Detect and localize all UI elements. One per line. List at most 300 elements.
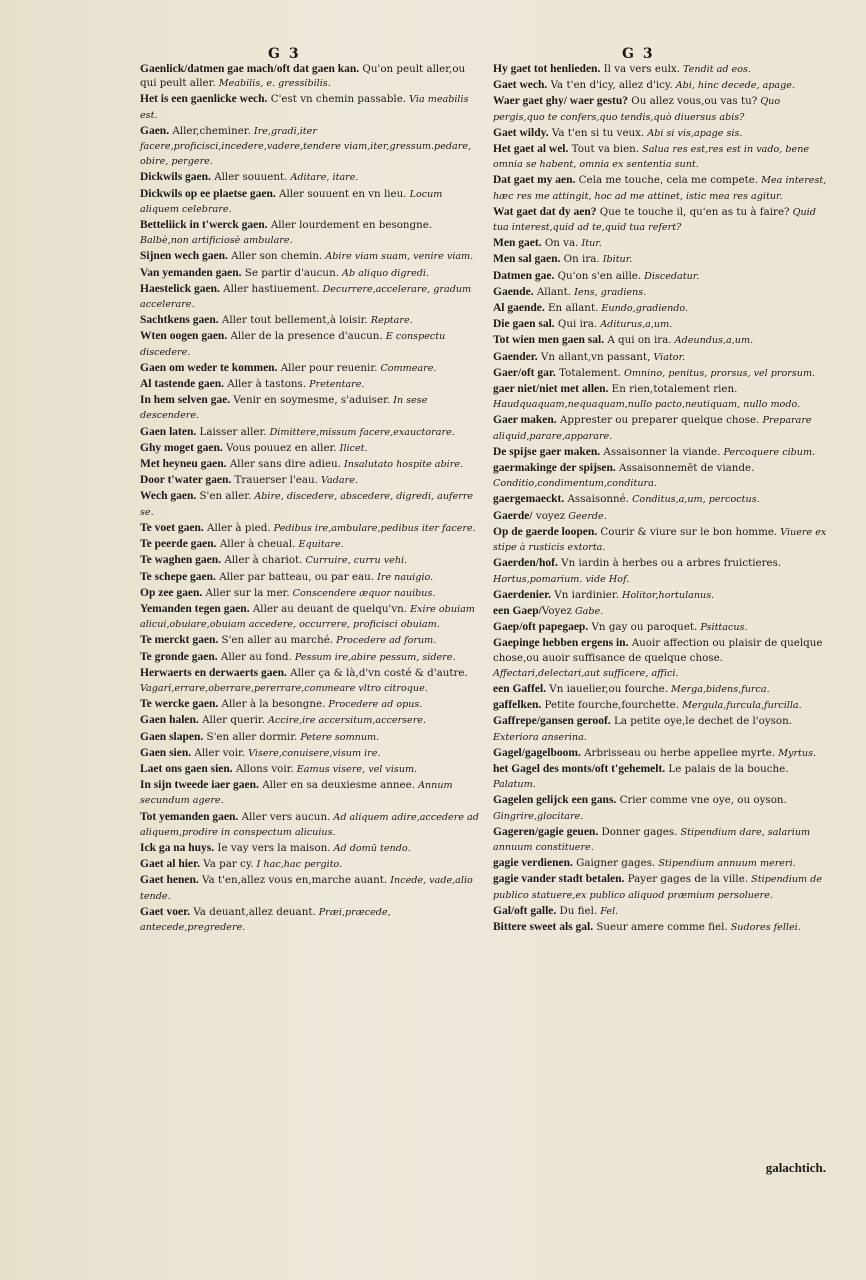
entry-french: Arbrisseau ou herbe appellee myrte.	[580, 746, 776, 759]
entry-headword: Gagelen gelijck een gans.	[493, 794, 617, 807]
entry-french: Aller lourdement en besongne.	[267, 219, 433, 232]
dictionary-entry	[140, 266, 484, 281]
entry-headword: In sijn tweede iaer gaen.	[140, 779, 259, 792]
catchword: galachtich.	[765, 1160, 826, 1175]
entry-latin: Petere somnum.	[297, 731, 380, 743]
entry-headword: gaergemaeckt.	[493, 493, 565, 506]
dictionary-entry	[493, 492, 827, 507]
entry-headword: Gaep/oft papegaep.	[493, 621, 589, 634]
entry-headword: Gaepinge hebben ergens in.	[493, 637, 629, 650]
entry-french: voyez	[532, 509, 566, 522]
entry-latin: Affectari,delectari,aut sufficere, affici.	[493, 667, 679, 679]
dictionary-entry	[140, 873, 484, 903]
entry-latin: Aditurus,a,um.	[597, 319, 673, 331]
dictionary-entry	[493, 604, 827, 619]
dictionary-entry	[140, 905, 484, 935]
entry-french: Vn iardinier.	[551, 588, 619, 601]
dictionary-entry	[140, 762, 484, 777]
dictionary-entry	[493, 301, 827, 316]
entry-latin: Aditare, itare.	[287, 172, 359, 184]
entry-french: Crier comme vne oye, ou oyson.	[616, 794, 787, 807]
entry-headword: Sijnen wech gaen.	[140, 250, 228, 263]
dictionary-entry	[140, 778, 484, 808]
entry-headword: Het is een gaenlicke wech.	[140, 93, 268, 106]
entry-french: Ou allez vous,ou vas tu?	[628, 95, 758, 108]
entry-french: Va t'en,allez vous en,marche auant.	[198, 874, 388, 887]
dictionary-entry	[140, 633, 484, 648]
entry-french: Se partir d'aucun.	[241, 266, 339, 279]
entry-french: Aller à la besongne.	[218, 698, 326, 711]
entry-french: Aller sur la mer.	[202, 586, 290, 599]
entry-latin: Exteriora anserina.	[493, 731, 587, 743]
entry-latin: In sese descendere.	[140, 395, 428, 422]
entry-french: Aller,cheminer.	[169, 124, 251, 137]
entry-headword: Al gaende.	[493, 302, 545, 315]
entry-french: Allons voir.	[232, 762, 294, 775]
entry-latin: Exire obuiam alicui,obuiare,obuiam accedere, occurrere, proficisci obuiam.	[140, 603, 475, 631]
entry-headword: Te peerde gaen.	[140, 538, 217, 551]
dictionary-entry	[140, 553, 484, 568]
dictionary-entry	[140, 282, 484, 312]
entry-headword: In hem selven gae.	[140, 394, 231, 407]
entry-french: La petite oye,le dechet de l'oyson.	[610, 715, 793, 728]
dictionary-entry	[140, 62, 484, 91]
entry-french: Vn iauelier,ou fourche.	[546, 682, 668, 695]
entry-headword: Dickwils gaen.	[140, 171, 211, 184]
dictionary-entry	[140, 857, 484, 872]
entry-french: Aller par batteau, ou par eau.	[215, 570, 375, 583]
dictionary-entry	[493, 78, 827, 93]
dictionary-entry	[493, 382, 827, 412]
entry-headword: Gaen om weder te kommen.	[140, 361, 278, 374]
entry-headword: Gaffrepe/gansen geroof.	[493, 715, 611, 728]
entry-latin: Viator.	[650, 351, 686, 363]
entry-headword: Te voet gaen.	[140, 521, 204, 534]
entry-headword: Tot yemanden gaen.	[140, 810, 239, 823]
entry-french: Du fiel.	[556, 904, 598, 917]
entry-latin: Procedere ad opus.	[325, 699, 423, 711]
dictionary-entry	[140, 666, 484, 696]
entry-french: Aller vers aucun.	[238, 810, 331, 823]
entry-latin: Quo pergis,quo te confers,quo tendis,quò diuersus abis?	[493, 96, 781, 123]
entry-headword: Gaenlick/datmen gae mach/oft dat gaen kan.	[140, 63, 360, 75]
dictionary-entry	[140, 124, 484, 170]
entry-headword: een Gaep/	[493, 604, 542, 617]
entry-latin: Ire,gradi,iter facere,proficisci,incedere,vadere,tendere viam,iter,gressum.pedare, obire, pergere.	[140, 125, 472, 168]
dictionary-entry	[493, 126, 827, 141]
dictionary-entry	[140, 361, 484, 376]
entry-latin: Abire, discedere, abscedere, digredi, auferre se.	[140, 491, 474, 518]
entry-headword: Waer gaet ghy/ waer gestu?	[493, 95, 629, 108]
entry-headword: Gaet al hier.	[140, 858, 200, 871]
entry-headword: Al tastende gaen.	[140, 378, 225, 391]
entry-headword: Gaerde/	[493, 509, 533, 522]
entry-latin: Præi,præcede, antecede,pregredere.	[140, 906, 391, 933]
dictionary-entry	[493, 62, 827, 77]
entry-headword: Dat gaet my aen.	[493, 174, 576, 187]
entry-headword: De spijse gaer maken.	[493, 445, 601, 458]
entry-headword: Datmen gae.	[493, 269, 555, 282]
dictionary-entry	[493, 793, 827, 823]
entry-latin: Gingrire,glocitare.	[493, 810, 584, 822]
left-column	[140, 62, 484, 936]
dictionary-entry	[140, 730, 484, 745]
dictionary-entry	[493, 317, 827, 332]
entry-headword: Te wercke gaen.	[140, 698, 219, 711]
entry-latin: E conspectu discedere.	[140, 331, 446, 358]
entry-latin: Ad aliquem adire,accedere ad aliquem,prodire in conspectum alicuius.	[140, 811, 479, 838]
dictionary-entry	[493, 856, 827, 871]
entry-latin: Fel.	[597, 905, 619, 917]
entry-latin: Locum aliquem celebrare.	[140, 188, 443, 215]
entry-latin: Preparare aliquid,parare,apparare.	[493, 415, 812, 442]
entry-headword: Die gaen sal.	[493, 318, 555, 331]
dictionary-entry	[493, 413, 827, 443]
dictionary-entry	[493, 205, 827, 235]
entry-french: Que te touche il, qu'en as tu à faire?	[596, 205, 790, 218]
entry-french: Aller à pied.	[203, 521, 271, 534]
dictionary-entry	[140, 586, 484, 601]
dictionary-entry	[140, 570, 484, 585]
dictionary-entry	[493, 556, 827, 586]
entry-latin: Curruire, curru vehi.	[302, 555, 408, 567]
entry-headword: Van yemanden gaen.	[140, 266, 242, 279]
entry-headword: Gaende.	[493, 285, 534, 298]
entry-latin: Annum secundum agere.	[140, 780, 453, 807]
entry-french: Laisser aller.	[196, 425, 267, 438]
entry-french: Apprester ou preparer quelque chose.	[556, 414, 760, 427]
entry-french: Totalement.	[555, 366, 621, 379]
dictionary-entry	[493, 872, 827, 902]
entry-french: Aller son chemin.	[227, 250, 323, 263]
entry-latin: Procedere ad forum.	[333, 635, 437, 647]
entry-french: Allant.	[533, 285, 572, 298]
entry-latin: Quid tua interest,quid ad te,quid tua refert?	[493, 206, 816, 234]
dictionary-entry	[140, 841, 484, 856]
entry-headword: gaermakinge der spijsen.	[493, 462, 616, 475]
dictionary-entry	[140, 537, 484, 552]
entry-headword: Gal/oft galle.	[493, 904, 557, 917]
entry-french: Vn gay ou paroquet.	[588, 621, 698, 634]
entry-headword: Gaender.	[493, 350, 538, 363]
entry-latin: Balbè,non artificiosè ambulare.	[140, 235, 293, 247]
entry-latin: Via meabilis est.	[140, 94, 469, 121]
dictionary-entry	[140, 441, 484, 456]
entry-headword: Gaerdenier.	[493, 588, 552, 601]
entry-latin: Decurrere,accelerare, gradum accelerare.	[140, 283, 472, 311]
entry-headword: Gaerden/hof.	[493, 557, 558, 570]
entry-french: Va t'en d'icy, allez d'icy.	[547, 79, 673, 92]
entry-headword: Door t'water gaen.	[140, 474, 232, 487]
entry-latin: Conditus,a,um, percoctus.	[629, 494, 760, 506]
entry-french: En rien,totalement rien.	[608, 383, 738, 396]
dictionary-entry	[140, 170, 484, 185]
entry-french: Sueur amere comme fiel.	[593, 920, 728, 933]
dictionary-entry	[140, 521, 484, 536]
dictionary-entry	[493, 920, 827, 935]
entry-headword: gagie verdienen.	[493, 857, 573, 870]
entry-latin: Ilicet.	[336, 442, 368, 454]
entry-french: Aller querir.	[198, 714, 265, 727]
entry-latin: Adeundus,a,um.	[671, 335, 754, 347]
entry-french: Trauerser l'eau.	[231, 474, 318, 487]
entry-latin: Percoquere cibum.	[720, 446, 816, 458]
entry-latin: Vadare.	[317, 475, 358, 487]
entry-headword: Gaen sien.	[140, 746, 192, 759]
entry-french: Vous pouuez en aller.	[222, 441, 337, 454]
dictionary-entry	[493, 94, 827, 124]
entry-french: Aller hastiuement.	[219, 282, 320, 295]
entry-headword: Gaet wildy.	[493, 126, 549, 139]
entry-latin: Meabilis, e. gressibilis.	[215, 78, 331, 90]
dictionary-entry	[493, 698, 827, 713]
entry-latin: Insalutato hospite abire.	[340, 459, 464, 471]
entry-french: Aller à cheual.	[216, 538, 296, 551]
entry-latin: Merga,bidens,furca.	[667, 683, 770, 695]
entry-latin: Incede, vade,alio tende.	[140, 875, 473, 902]
entry-latin: Ab aliquo digredi.	[338, 267, 430, 279]
entry-headword: Gaet wech.	[493, 79, 548, 92]
dictionary-entry	[140, 313, 484, 328]
entry-french: Ie vay vers la maison.	[214, 841, 331, 854]
entry-french: Courir & viure sur le bon homme.	[597, 525, 778, 538]
dictionary-entry	[140, 746, 484, 761]
dictionary-entry	[140, 218, 484, 248]
entry-latin: Pedibus ire,ambulare,pedibus iter facere.	[270, 522, 476, 534]
dictionary-entry	[493, 714, 827, 744]
entry-headword: gaffelken.	[493, 699, 542, 712]
entry-french: On va.	[541, 237, 579, 250]
entry-latin: Omnino, penitus, prorsus, vel prorsum.	[620, 367, 816, 379]
entry-latin: Pretentare.	[306, 379, 365, 391]
entry-headword: Men sal gaen.	[493, 253, 561, 266]
entry-latin: Dimittere,missum facere,exauctorare.	[266, 426, 455, 438]
dictionary-entry	[493, 525, 827, 555]
entry-headword: Herwaerts en derwaerts gaen.	[140, 666, 287, 679]
entry-headword: Sachtkens gaen.	[140, 314, 219, 327]
entry-french: Aller de la presence d'aucun.	[227, 330, 383, 343]
entry-latin: Vagari,errare,oberrare,pererrare,commeare vltro citroque.	[140, 682, 428, 694]
entry-french: Vn iardin à herbes ou a arbres fruictieres.	[557, 557, 782, 570]
entry-french: Va deuant,allez deuant.	[190, 905, 316, 918]
dictionary-entry	[493, 620, 827, 635]
entry-latin: Eundo,gradiendo.	[598, 303, 689, 315]
dictionary-entry	[140, 602, 484, 632]
entry-headword: Tot wien men gaen sal.	[493, 334, 605, 347]
entry-headword: Yemanden tegen gaen.	[140, 602, 250, 615]
entry-french: Le palais de la bouche.	[665, 762, 789, 775]
entry-french: S'en aller au marché.	[218, 634, 334, 647]
entry-headword: een Gaffel.	[493, 682, 547, 695]
dictionary-entry	[140, 489, 484, 519]
entry-headword: Gaer/oft gar.	[493, 366, 556, 379]
entry-french: Payer gages de la ville.	[624, 873, 749, 886]
entry-latin: Conscendere æquor nauibus.	[289, 587, 436, 599]
dictionary-entry	[493, 252, 827, 267]
entry-latin: Mergula,furcula,furcilla.	[679, 700, 802, 712]
entry-headword: Te gronde gaen.	[140, 650, 218, 663]
dictionary-entry	[493, 142, 827, 172]
entry-headword: Haestelick gaen.	[140, 282, 220, 295]
entry-headword: gaer niet/niet met allen.	[493, 383, 609, 396]
entry-french: Aller à tastons.	[224, 378, 307, 391]
dictionary-entry	[493, 588, 827, 603]
dictionary-entry	[493, 285, 827, 300]
entry-latin: Pessum ire,abire pessum, sidere.	[291, 651, 456, 663]
entry-french: En allant.	[544, 302, 599, 315]
right-column	[493, 62, 827, 936]
entry-headword: Te waghen gaen.	[140, 554, 222, 567]
entry-headword: Gaen halen.	[140, 714, 199, 727]
entry-latin: Mea interest, hæc res me attingit, hoc ad me attinet, istic mea res agitur.	[493, 175, 827, 202]
entry-latin: Tendit ad eos.	[679, 64, 751, 75]
dictionary-entry	[493, 904, 827, 919]
dictionary-entry	[140, 713, 484, 728]
entry-french: Aller au deuant de quelqu'vn.	[249, 602, 408, 615]
entry-french: Venir en soymesme, s'aduiser.	[230, 394, 391, 407]
entry-headword: Dickwils op ee plaetse gaen.	[140, 187, 276, 200]
entry-french: Va t'en si tu veux.	[548, 126, 645, 139]
dictionary-entry	[493, 366, 827, 381]
dictionary-entry	[140, 697, 484, 712]
dictionary-entry	[493, 509, 827, 524]
dictionary-entry	[140, 329, 484, 359]
signature-mark-right: G 3	[622, 46, 655, 62]
entry-french: Qu'on s'en aille.	[554, 269, 642, 282]
dictionary-entry	[140, 187, 484, 217]
entry-headword: het Gagel des monts/oft t'gehemelt.	[493, 762, 666, 775]
dictionary-entry	[493, 825, 827, 855]
entry-french: A qui on ira.	[604, 334, 672, 347]
entry-latin: Accire,ire accersitum,accersere.	[264, 715, 427, 727]
entry-headword: Wech gaen.	[140, 490, 197, 503]
entry-french: Aller tout bellement,à loisir.	[218, 314, 368, 327]
entry-latin: Hortus,pomarium. vide Hof.	[493, 573, 630, 585]
entry-french: Vn allant,vn passant,	[537, 350, 651, 363]
entry-headword: gagie vander stadt betalen.	[493, 873, 625, 886]
entry-headword: Te schepe gaen.	[140, 570, 216, 583]
entry-latin: Abire viam suam, venire viam.	[322, 251, 474, 263]
entry-headword: Gaen slapen.	[140, 730, 204, 743]
entry-latin: Conditio,condimentum,conditura.	[493, 478, 657, 490]
entry-latin: Iens, gradiens.	[571, 286, 647, 298]
dictionary-entry	[140, 810, 484, 840]
entry-french: Donner gages.	[598, 825, 678, 838]
entry-french: Gaigner gages.	[572, 857, 656, 870]
entry-headword: Gaet voer.	[140, 905, 191, 918]
entry-headword: Met heyneu gaen.	[140, 458, 227, 471]
entry-french: Aller sans dire adieu.	[226, 458, 341, 471]
entry-headword: Wten oogen gaen.	[140, 330, 228, 343]
dictionary-entry	[140, 473, 484, 488]
entry-latin: I hac,hac pergito.	[253, 859, 343, 871]
entry-latin: Reptare.	[367, 315, 413, 327]
entry-latin: Ibitur.	[599, 254, 633, 266]
entry-headword: Het gaet al wel.	[493, 143, 569, 156]
entry-headword: Op zee gaen.	[140, 586, 203, 599]
entry-french: Aller voir.	[191, 746, 246, 759]
dictionary-entry	[493, 636, 827, 681]
entry-french: Voyez	[541, 604, 572, 617]
entry-french: Petite fourche,fourchette.	[541, 699, 680, 712]
entry-headword: Gaen laten.	[140, 425, 197, 438]
dictionary-entry	[140, 457, 484, 472]
entry-latin: Visere,conuisere,visum ire.	[245, 747, 381, 759]
entry-french: S'en aller dormir.	[203, 730, 298, 743]
entry-french: Assaisonnemēt de viande.	[615, 462, 755, 475]
entry-headword: Gagel/gagelboom.	[493, 746, 581, 759]
dictionary-entry	[493, 269, 827, 284]
entry-french: Tout va bien.	[568, 143, 640, 156]
dictionary-entry	[140, 393, 484, 423]
entry-latin: Abi, hinc decede, apage.	[672, 80, 796, 92]
entry-french: Assaisonner la viande.	[600, 445, 721, 458]
entry-latin: Salua res est,res est in vado, bene omnia se habent, omnia ex sententia sunt.	[493, 144, 810, 171]
entry-french: Aller à chariot.	[221, 554, 303, 567]
entry-headword: Ghy moget gaen.	[140, 441, 223, 454]
entry-headword: Bittere sweet als gal.	[493, 920, 594, 933]
entry-french: C'est vn chemin passable.	[267, 93, 407, 106]
entry-latin: Commeare.	[377, 362, 437, 374]
entry-latin: Abi si vis,apage sis.	[644, 127, 743, 139]
entry-french: Qui ira.	[554, 318, 598, 331]
dictionary-entry	[493, 461, 827, 491]
entry-latin: Sudores fellei.	[727, 921, 801, 933]
entry-french: Il va vers eulx.	[600, 63, 680, 75]
entry-french: On ira.	[560, 253, 600, 266]
entry-french: Aller souuent en vn lieu.	[275, 187, 407, 200]
entry-headword: Ick ga na huys.	[140, 841, 215, 854]
dictionary-entry	[493, 333, 827, 348]
entry-latin: Stipendium dare, salarium annuum constituere.	[493, 826, 811, 853]
entry-latin: Psittacus.	[697, 622, 748, 634]
entry-latin: Equitare.	[295, 539, 344, 551]
entry-headword: Hy gaet tot henlieden.	[493, 63, 601, 75]
entry-latin: Eamus visere, vel visum.	[293, 763, 418, 775]
dictionary-entry	[493, 350, 827, 365]
entry-french: Aller ça & là,d'vn costé & d'autre.	[286, 666, 468, 679]
dictionary-entry	[140, 425, 484, 440]
entry-latin: Palatum.	[493, 779, 536, 791]
entry-french: Aller au fond.	[217, 650, 292, 663]
entry-latin: Stipendium de publico statuere,ex publico aliquod præmium persoluere.	[493, 874, 822, 901]
entry-headword: Men gaet.	[493, 237, 542, 250]
dictionary-entry	[140, 249, 484, 264]
dictionary-entry	[493, 682, 827, 697]
entry-latin: Holitor,hortulanus.	[618, 589, 715, 601]
entry-french: Va par cy.	[199, 858, 254, 871]
entry-latin: Geerde.	[565, 510, 607, 522]
dictionary-entry	[493, 445, 827, 460]
entry-french: Aller pour reuenir.	[277, 361, 378, 374]
entry-headword: Gaen.	[140, 124, 170, 137]
entry-latin: Stipendium annuum mereri.	[655, 858, 796, 870]
entry-headword: Wat gaet dat dy aen?	[493, 205, 597, 218]
entry-headword: Betteliick in t'werck gaen.	[140, 219, 268, 232]
entry-latin: Haudquaquam,nequaquam,nullo pacto,neutiquam, nullo modo.	[493, 399, 801, 411]
entry-french: Cela me touche, cela me compete.	[575, 174, 759, 187]
entry-headword: Laet ons gaen sien.	[140, 762, 233, 775]
entry-latin: Gabe.	[571, 605, 604, 617]
dictionary-entry	[140, 650, 484, 665]
entry-latin: Discedatur.	[641, 270, 700, 282]
entry-latin: Myrtus.	[775, 747, 817, 759]
entry-latin: Itur.	[578, 238, 602, 250]
entry-french: Assaisonné.	[564, 493, 630, 506]
dictionary-entry	[140, 92, 484, 122]
dictionary-entry	[493, 762, 827, 792]
signature-mark-left: G 3	[268, 46, 301, 62]
